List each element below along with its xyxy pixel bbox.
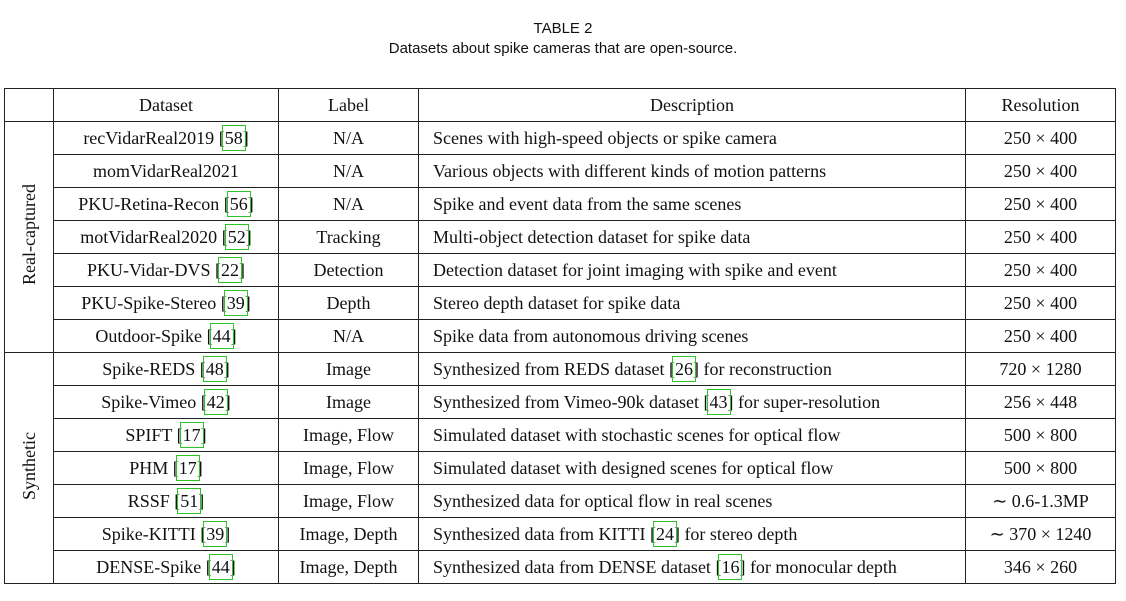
dataset-name: SPIFT: [125, 424, 173, 445]
dataset-citation-link[interactable]: [44]: [205, 556, 236, 577]
citation-number: 17: [182, 424, 201, 445]
dataset-name: PKU-Spike-Stereo: [81, 292, 217, 313]
label-cell: Depth: [279, 287, 419, 320]
dataset-citation-link[interactable]: [58]: [218, 127, 249, 148]
label-cell: N/A: [279, 188, 419, 221]
dataset-citation-link[interactable]: [17]: [172, 457, 203, 478]
citation-number: 58: [224, 127, 243, 148]
dataset-name: Spike-Vimeo: [101, 391, 197, 412]
table-row: [5, 320, 1116, 353]
dataset-name-cell: [54, 254, 279, 287]
header-group: [5, 89, 54, 122]
description-cell: [419, 518, 966, 551]
table-row: [5, 188, 1116, 221]
citation-number: 42: [206, 391, 225, 412]
description-cell: [419, 485, 966, 518]
citation-number: 24: [655, 523, 674, 544]
citation-number: 16: [721, 556, 740, 577]
table-body: [5, 122, 1116, 584]
description-text: Spike data from autonomous driving scenes: [433, 325, 749, 346]
dataset-name: recVidarReal2019: [83, 127, 215, 148]
dataset-name: momVidarReal2021: [93, 160, 239, 181]
resolution-cell: 250 × 400: [966, 254, 1116, 287]
citation-number: 51: [180, 490, 199, 511]
table-row: [5, 419, 1116, 452]
resolution-cell: ∼ 370 × 1240: [966, 518, 1116, 551]
citation-number: 22: [221, 259, 240, 280]
group-label-cell: [5, 122, 54, 353]
datasets-table: [4, 88, 1116, 584]
table-row: [5, 122, 1116, 155]
dataset-name-cell: [54, 452, 279, 485]
dataset-name: PKU-Vidar-DVS: [86, 259, 211, 280]
dataset-name-cell: [54, 386, 279, 419]
description-text: for monocular depth: [749, 556, 897, 577]
label-cell: Image: [279, 386, 419, 419]
description-text: Simulated dataset with stochastic scenes for optical flow: [433, 424, 841, 445]
dataset-name: PHM: [129, 457, 169, 478]
description-citation-link[interactable]: [26]: [668, 358, 699, 379]
description-text: for super-resolution: [738, 391, 881, 412]
resolution-cell: 500 × 800: [966, 419, 1116, 452]
dataset-name: DENSE-Spike: [96, 556, 202, 577]
citation-number: 39: [206, 523, 225, 544]
label-cell: N/A: [279, 122, 419, 155]
label-cell: Detection: [279, 254, 419, 287]
resolution-cell: 250 × 400: [966, 287, 1116, 320]
dataset-citation-link[interactable]: [52]: [221, 226, 252, 247]
description-citation-link[interactable]: [43]: [703, 391, 734, 412]
dataset-name-cell: [54, 551, 279, 584]
dataset-name-cell: [54, 320, 279, 353]
dataset-name-cell: [54, 287, 279, 320]
table-row: [5, 254, 1116, 287]
table-row: [5, 221, 1116, 254]
resolution-cell: 250 × 400: [966, 221, 1116, 254]
header-row: [5, 89, 1116, 122]
description-citation-link[interactable]: [24]: [649, 523, 680, 544]
group-label: Synthetic: [18, 431, 39, 500]
description-cell: [419, 353, 966, 386]
table-row: [5, 287, 1116, 320]
dataset-name-cell: [54, 221, 279, 254]
resolution-cell: 250 × 400: [966, 320, 1116, 353]
citation-number: 26: [674, 358, 693, 379]
dataset-name: RSSF: [127, 490, 170, 511]
dataset-name-cell: [54, 485, 279, 518]
resolution-cell: 500 × 800: [966, 452, 1116, 485]
citation-number: 56: [229, 193, 248, 214]
dataset-citation-link[interactable]: [42]: [200, 391, 231, 412]
dataset-citation-link[interactable]: [56]: [223, 193, 254, 214]
description-cell: [419, 452, 966, 485]
description-text: Synthesized from Vimeo-90k dataset: [433, 391, 700, 412]
description-cell: [419, 287, 966, 320]
description-text: for reconstruction: [703, 358, 832, 379]
description-text: Scenes with high-speed objects or spike camera: [433, 127, 777, 148]
description-cell: [419, 254, 966, 287]
group-label: Real-captured: [18, 184, 39, 285]
citation-number: 17: [178, 457, 197, 478]
description-cell: [419, 320, 966, 353]
description-text: Spike and event data from the same scenes: [433, 193, 742, 214]
dataset-citation-link[interactable]: [39]: [220, 292, 251, 313]
dataset-name-cell: [54, 188, 279, 221]
table-row: [5, 155, 1116, 188]
label-cell: Image, Flow: [279, 485, 419, 518]
citation-number: 52: [227, 226, 246, 247]
description-text: Synthesized data from KITTI: [433, 523, 646, 544]
header-resolution: Resolution: [966, 89, 1116, 122]
description-cell: [419, 419, 966, 452]
dataset-citation-link[interactable]: [17]: [176, 424, 207, 445]
description-text: Synthesized data from DENSE dataset: [433, 556, 711, 577]
dataset-name: Outdoor-Spike: [95, 325, 203, 346]
group-label-cell: [5, 353, 54, 584]
description-cell: [419, 188, 966, 221]
resolution-cell: 256 × 448: [966, 386, 1116, 419]
resolution-cell: 346 × 260: [966, 551, 1116, 584]
description-cell: [419, 122, 966, 155]
description-text: Stereo depth dataset for spike data: [433, 292, 681, 313]
description-text: Synthesized from REDS dataset: [433, 358, 665, 379]
resolution-cell: 250 × 400: [966, 122, 1116, 155]
table-row: [5, 485, 1116, 518]
table-row: [5, 551, 1116, 584]
citation-number: 48: [205, 358, 224, 379]
table-number: TABLE 2: [533, 20, 593, 37]
citation-number: 44: [211, 556, 230, 577]
description-cell: [419, 221, 966, 254]
dataset-name-cell: [54, 353, 279, 386]
header-description: Description: [419, 89, 966, 122]
resolution-cell: 720 × 1280: [966, 353, 1116, 386]
description-text: Various objects with different kinds of motion patterns: [433, 160, 827, 181]
resolution-cell: ∼ 0.6-1.3MP: [966, 485, 1116, 518]
dataset-name: Spike-REDS: [102, 358, 196, 379]
table-row: [5, 353, 1116, 386]
description-cell: [419, 551, 966, 584]
description-text: for stereo depth: [684, 523, 798, 544]
label-cell: Image, Flow: [279, 452, 419, 485]
header-dataset: Dataset: [54, 89, 279, 122]
description-text: Synthesized data for optical flow in real scenes: [433, 490, 773, 511]
dataset-citation-link[interactable]: [48]: [199, 358, 230, 379]
citation-number: 39: [226, 292, 245, 313]
resolution-cell: 250 × 400: [966, 188, 1116, 221]
label-cell: Image: [279, 353, 419, 386]
table-caption: [0, 19, 1126, 59]
dataset-name-cell: [54, 518, 279, 551]
dataset-citation-link[interactable]: [39]: [200, 523, 231, 544]
description-cell: [419, 155, 966, 188]
dataset-citation-link[interactable]: [22]: [215, 259, 246, 280]
dataset-citation-link[interactable]: [44]: [206, 325, 237, 346]
dataset-name: motVidarReal2020: [80, 226, 218, 247]
table-row: [5, 518, 1116, 551]
description-text: Multi-object detection dataset for spike data: [433, 226, 751, 247]
header-label: Label: [279, 89, 419, 122]
citation-number: 43: [709, 391, 728, 412]
table-title: Datasets about spike cameras that are open-source.: [388, 40, 738, 57]
dataset-name-cell: [54, 419, 279, 452]
dataset-name-cell: [54, 122, 279, 155]
dataset-citation-link[interactable]: [51]: [174, 490, 205, 511]
label-cell: Image, Depth: [279, 518, 419, 551]
resolution-cell: 250 × 400: [966, 155, 1116, 188]
label-cell: Image, Depth: [279, 551, 419, 584]
label-cell: Image, Flow: [279, 419, 419, 452]
table-row: [5, 452, 1116, 485]
description-citation-link[interactable]: [16]: [715, 556, 746, 577]
table-row: [5, 386, 1116, 419]
citation-number: 44: [212, 325, 231, 346]
description-text: Simulated dataset with designed scenes for optical flow: [433, 457, 834, 478]
dataset-name: Spike-KITTI: [101, 523, 196, 544]
dataset-name: PKU-Retina-Recon: [78, 193, 220, 214]
description-text: Detection dataset for joint imaging with spike and event: [433, 259, 837, 280]
label-cell: N/A: [279, 320, 419, 353]
description-cell: [419, 386, 966, 419]
dataset-name-cell: [54, 155, 279, 188]
label-cell: Tracking: [279, 221, 419, 254]
label-cell: N/A: [279, 155, 419, 188]
